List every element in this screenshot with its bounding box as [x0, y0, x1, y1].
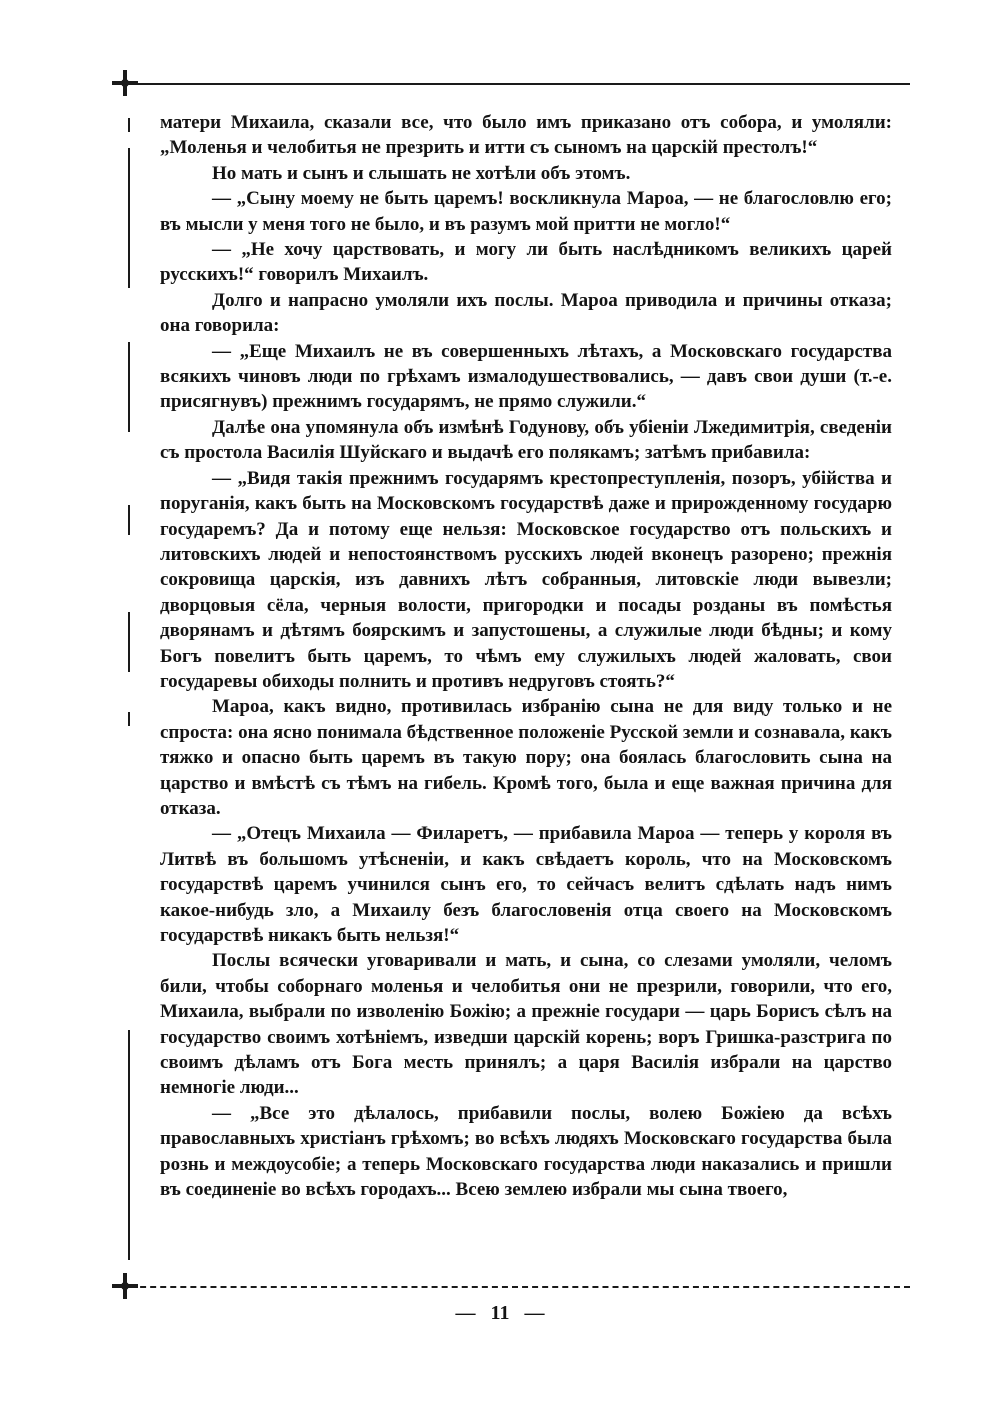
margin-mark — [128, 712, 130, 726]
margin-mark — [128, 148, 130, 288]
paragraph: Но мать и сынъ и слышать не хотѣли объ этомъ. — [212, 162, 631, 184]
paragraph: Долго и напрасно умоляли ихъ послы. Мароа приводила и причины отказа; она говорила: — [160, 289, 892, 337]
paragraph: — „Все это дѣлалось, прибавили послы, волею Божіею да всѣхъ православныхъ христіанъ грѣхомъ; во всѣхъ людяхъ Московскаго государства была рознь и междоусобіе; а теперь Московскаго государства люди наказались и пришли въ соединеніе во всѣхъ городахъ... Всею землею избрали мы сына твоего, — [160, 1102, 892, 1201]
paragraph: — „Отецъ Михаила — Филаретъ, — прибавила Мароа — теперь у короля въ Литвѣ въ большомъ утѣсненіи, и какъ свѣдаетъ король, что на Московскомъ государствѣ царемъ учинился сынъ его, то сейчасъ велитъ сдѣлать надъ нимъ какое-нибудь зло, а Михаилу безъ благословенія отца своего на Московскомъ государствѣ никакъ быть нельзя!“ — [160, 823, 892, 946]
paragraph: — „Видя такія прежнимъ государямъ крестопреступленія, позоръ, убійства и поруганія, какъ быть на Московскомъ государствѣ даже и прирожденному государю государемъ? Да и потому еще нельзя: Московское государство отъ польскихъ и литовскихъ людей и непостоянствомъ русскихъ людей вконецъ разорено; прежнія сокровища царскія, изъ давнихъ лѣтъ собранныя, литовскіе люди вывезли; дворцовыя сёла, черныя волости, пригородки и посады розданы въ помѣстья дворянамъ и дѣтямъ боярскимъ и запустошены, а служилые люди бѣдны; и кому Богъ повелитъ быть царемъ, то чѣмъ ему служилыхъ людей жаловать, свои государевы обиходы полнить и противъ недруговъ стоять?“ — [160, 467, 892, 692]
body-text — [160, 110, 892, 1202]
bottom-rule — [120, 1286, 910, 1288]
paragraph: — „Еще Михаилъ не въ совершенныхъ лѣтахъ, а Московскаго государства всякихъ чиновъ люди по грѣхамъ измалодушествовались, — давъ свои души (т.-е. присягнувъ) прежнимъ государямъ, не прямо служили.“ — [160, 340, 892, 413]
paragraph: Далѣе она упомянула объ измѣнѣ Годунову, объ убіеніи Лжедимитрія, сведеніи съ простола Василія Шуйскаго и выдачѣ его полякамъ; затѣмъ прибавила: — [160, 416, 892, 464]
paragraph: — „Сыну моему не быть царемъ! воскликнула Мароа, — не благословлю его; въ мысли у меня того не было, и въ разумъ мой притти не могло!“ — [160, 188, 892, 235]
paragraph: Мароа, какъ видно, противилась избранію сына не для виду только и не спроста: она ясно понимала бѣдственное положеніе Русской земли и сознавала, какъ тяжко и опасно быть царемъ въ такую пору; она боялась благословить сына на царство и вмѣстѣ съ тѣмъ на гибель. Кромѣ того, была и еще важная причина для отказа. — [160, 696, 892, 819]
margin-mark — [128, 118, 130, 132]
margin-mark — [128, 612, 130, 672]
page-number: — 11 — — [455, 1302, 545, 1324]
paragraph: матери Михаила, сказали все, что было имъ приказано отъ собора, и умоляли: „Моленья и челобитья не презрить и итти съ сыномъ на царскій престолъ!“ — [160, 112, 892, 159]
paragraph: — „Не хочу царствовать, и могу ли быть наслѣдникомъ великихъ царей русскихъ!“ говорилъ Михаилъ. — [160, 239, 892, 286]
paragraph: Послы всячески уговаривали и мать, и сына, со слезами умоляли, челомъ били, чтобы соборнаго моленья и челобитья они не презрили, говорили, что его, Михаила, выбрали по изволенію Божію; а прежніе государи — царь Борисъ сѣлъ на государство своимъ хотѣніемъ, изведши царскій корень; воръ Гришка-разстрига по своимъ дѣламъ отъ Бога месть принялъ; а царя Василія избрали на царство немногіе люди... — [160, 950, 892, 1099]
margin-mark — [128, 505, 130, 535]
margin-mark — [128, 1030, 130, 1260]
top-rule — [120, 83, 910, 85]
margin-mark — [128, 342, 130, 432]
